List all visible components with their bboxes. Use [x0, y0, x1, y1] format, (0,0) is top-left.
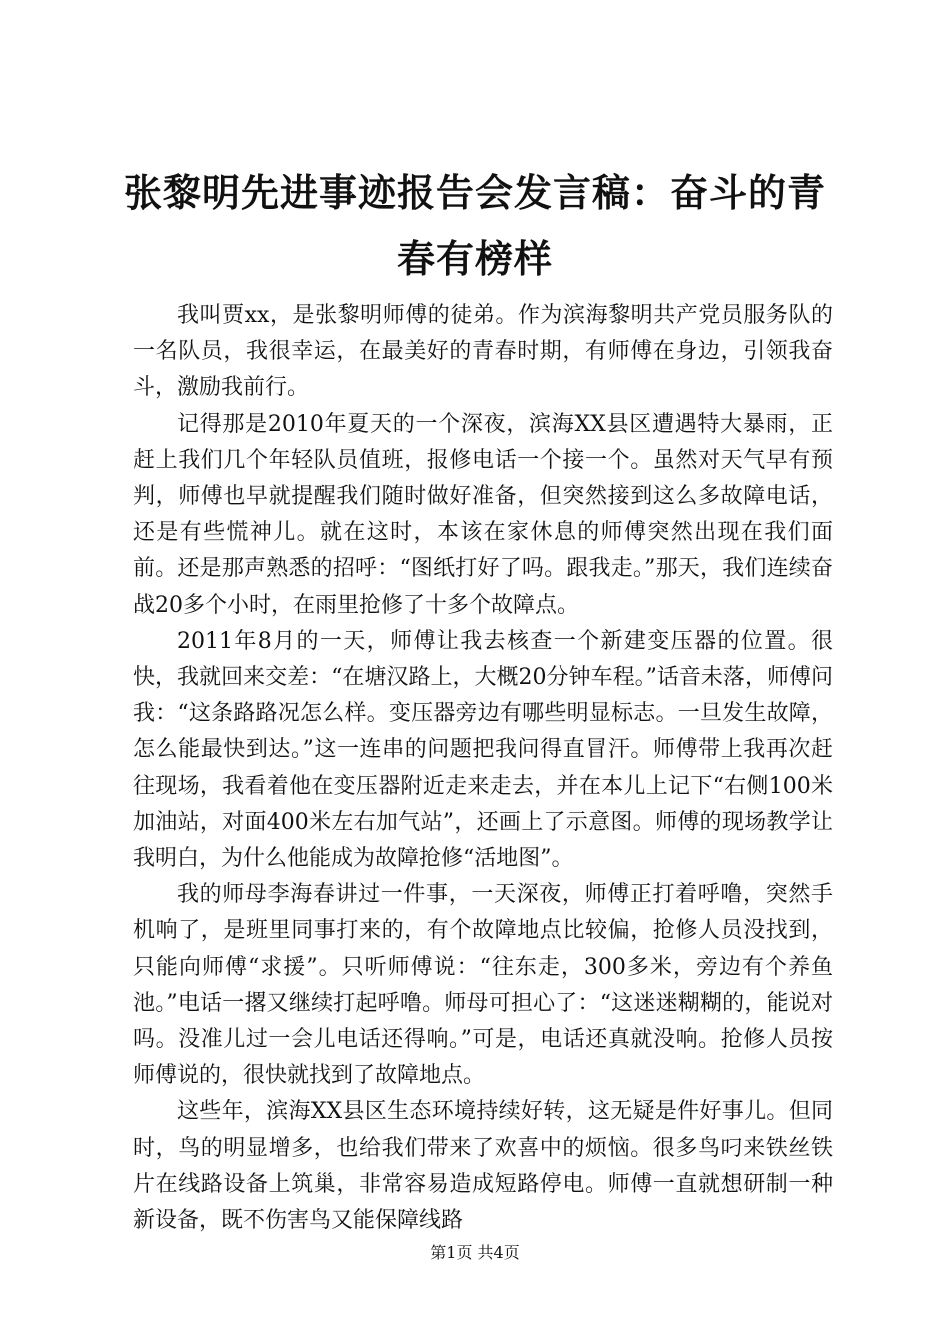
document-title: 张黎明先进事迹报告会发言稿：奋斗的青春有榜样	[123, 170, 826, 281]
page-number-footer: 第1页 共4页	[430, 1243, 520, 1262]
paragraph: 我叫贾xx，是张黎明师傅的徒弟。作为滨海黎明共产党员服务队的一名队员，我很幸运，在最美好的青春时期，有师傅在身边，引领我奋斗，激励我前行。	[133, 303, 833, 401]
paragraph: 我的师母李海春讲过一件事，一天深夜，师傅正打着呼噜，突然手机响了，是班里同事打来的，有个故障地点比较偏，抢修人员没找到，只能向师傅“求援”。只听师傅说：“往东走，300多米，旁边有个养鱼池。”电话一撂又继续打起呼噜。师母可担心了：“这迷迷糊糊的，能说对吗。没准儿过一会儿电话还得响。”可是，电话还真就没响。抢修人员按师傅说的，很快就找到了故障地点。	[133, 882, 833, 1089]
paragraph: 记得那是2010年夏天的一个深夜，滨海XX县区遭遇特大暴雨，正赶上我们几个年轻队员值班，报修电话一个接一个。虽然对天气早有预判，师傅也早就提醒我们随时做好准备，但突然接到这么多故障电话，还是有些慌神儿。就在这时，本该在家休息的师傅突然出现在我们面前。还是那声熟悉的招呼：“图纸打好了吗。跟我走。”那天，我们连续奋战20多个小时，在雨里抢修了十多个故障点。	[133, 411, 833, 618]
paragraph: 2011年8月的一天，师傅让我去核查一个新建变压器的位置。很快，我就回来交差：“在塘汉路上，大概20分钟车程。”话音未落，师傅问我：“这条路路况怎么样。变压器旁边有哪些明显标志。一旦发生故障，怎么能最快到达。”这一连串的问题把我问得直冒汗。师傅带上我再次赶往现场，我看着他在变压器附近走来走去，并在本儿上记下“右侧100米加油站，对面400米左右加气站”，还画上了示意图。师傅的现场教学让我明白，为什么他能成为故障抢修“活地图”。	[133, 628, 833, 872]
paragraph: 这些年，滨海XX县区生态环境持续好转，这无疑是件好事儿。但同时，鸟的明显增多，也给我们带来了欢喜中的烦恼。很多鸟叼来铁丝铁片在线路设备上筑巢，非常容易造成短路停电。师傅一直就想研制一种新设备，既不伤害鸟又能保障线路	[133, 1099, 833, 1234]
document-body	[133, 298, 833, 1239]
